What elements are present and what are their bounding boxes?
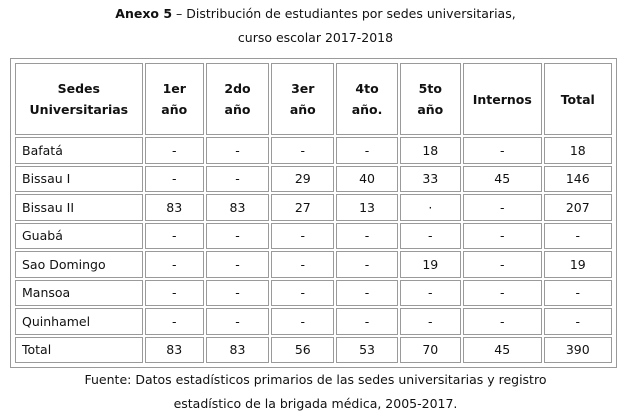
value-cell: -: [145, 308, 204, 335]
sede-cell: Quinhamel: [15, 308, 143, 335]
value-cell: ·: [400, 194, 461, 221]
table-row: [15, 251, 612, 278]
value-cell: -: [145, 280, 204, 307]
value-cell: 29: [271, 166, 334, 193]
caption-title: Distribución de estudiantes por sedes universitarias,: [186, 6, 516, 21]
caption-label: Anexo 5: [115, 6, 173, 21]
value-cell: 33: [400, 166, 461, 193]
value-cell: 83: [145, 194, 204, 221]
value-cell: 13: [336, 194, 397, 221]
header-cell: Internos: [463, 63, 542, 135]
value-cell: 18: [400, 137, 461, 164]
sede-cell: Total: [15, 337, 143, 364]
value-cell: -: [336, 251, 397, 278]
value-cell: -: [271, 280, 334, 307]
value-cell: -: [336, 308, 397, 335]
value-cell: -: [463, 194, 542, 221]
total-cell: -: [544, 308, 612, 335]
value-cell: 56: [271, 337, 334, 364]
value-cell: -: [463, 308, 542, 335]
total-cell: -: [544, 223, 612, 250]
value-cell: -: [206, 137, 269, 164]
header-cell: 1er año: [145, 63, 204, 135]
total-cell: 146: [544, 166, 612, 193]
header-cell: 2do año: [206, 63, 269, 135]
value-cell: -: [145, 223, 204, 250]
value-cell: -: [336, 223, 397, 250]
value-cell: 40: [336, 166, 397, 193]
source-note-line-1: Fuente: Datos estadísticos primarios de las sedes universitarias y registro: [84, 372, 547, 387]
caption-line-2: curso escolar 2017-2018: [237, 30, 394, 45]
value-cell: 19: [400, 251, 461, 278]
total-cell: 19: [544, 251, 612, 278]
value-cell: -: [206, 166, 269, 193]
value-cell: 83: [145, 337, 204, 364]
value-cell: -: [206, 251, 269, 278]
sede-cell: Bafatá: [15, 137, 143, 164]
sede-cell: Mansoa: [15, 280, 143, 307]
value-cell: -: [463, 223, 542, 250]
value-cell: -: [145, 166, 204, 193]
header-cell: 5to año: [400, 63, 461, 135]
value-cell: -: [271, 223, 334, 250]
value-cell: -: [271, 251, 334, 278]
value-cell: -: [206, 280, 269, 307]
sede-cell: Sao Domingo: [15, 251, 143, 278]
caption-line-1: [0, 4, 631, 24]
header-cell: Sedes Universitarias: [15, 63, 143, 135]
value-cell: -: [145, 137, 204, 164]
value-cell: -: [400, 223, 461, 250]
students-table: [13, 61, 614, 365]
total-cell: -: [544, 280, 612, 307]
value-cell: -: [400, 280, 461, 307]
value-cell: 45: [463, 166, 542, 193]
table-row: [15, 194, 612, 221]
value-cell: -: [206, 223, 269, 250]
caption-dash: –: [172, 6, 187, 21]
value-cell: -: [145, 251, 204, 278]
value-cell: -: [463, 280, 542, 307]
table-row: [15, 280, 612, 307]
sede-cell: Bissau II: [15, 194, 143, 221]
total-cell: 18: [544, 137, 612, 164]
value-cell: -: [400, 308, 461, 335]
value-cell: -: [463, 251, 542, 278]
value-cell: 53: [336, 337, 397, 364]
value-cell: -: [336, 280, 397, 307]
data-table-frame: [10, 58, 617, 368]
header-cell: Total: [544, 63, 612, 135]
sede-cell: Bissau I: [15, 166, 143, 193]
value-cell: -: [463, 137, 542, 164]
table-row: [15, 166, 612, 193]
value-cell: 83: [206, 194, 269, 221]
total-cell: 207: [544, 194, 612, 221]
table-body: [15, 137, 612, 363]
header-cell: 3er año: [271, 63, 334, 135]
value-cell: 83: [206, 337, 269, 364]
header-cell: 4to año.: [336, 63, 397, 135]
value-cell: 45: [463, 337, 542, 364]
sede-cell: Guabá: [15, 223, 143, 250]
header-row: [15, 63, 612, 135]
value-cell: 27: [271, 194, 334, 221]
source-note-line-2: estadístico de la brigada médica, 2005-2017.: [173, 396, 458, 411]
value-cell: 70: [400, 337, 461, 364]
value-cell: -: [271, 308, 334, 335]
value-cell: -: [206, 308, 269, 335]
table-row: [15, 223, 612, 250]
total-cell: 390: [544, 337, 612, 364]
table-row: [15, 308, 612, 335]
value-cell: -: [271, 137, 334, 164]
value-cell: -: [336, 137, 397, 164]
total-row: [15, 337, 612, 364]
table-row: [15, 137, 612, 164]
